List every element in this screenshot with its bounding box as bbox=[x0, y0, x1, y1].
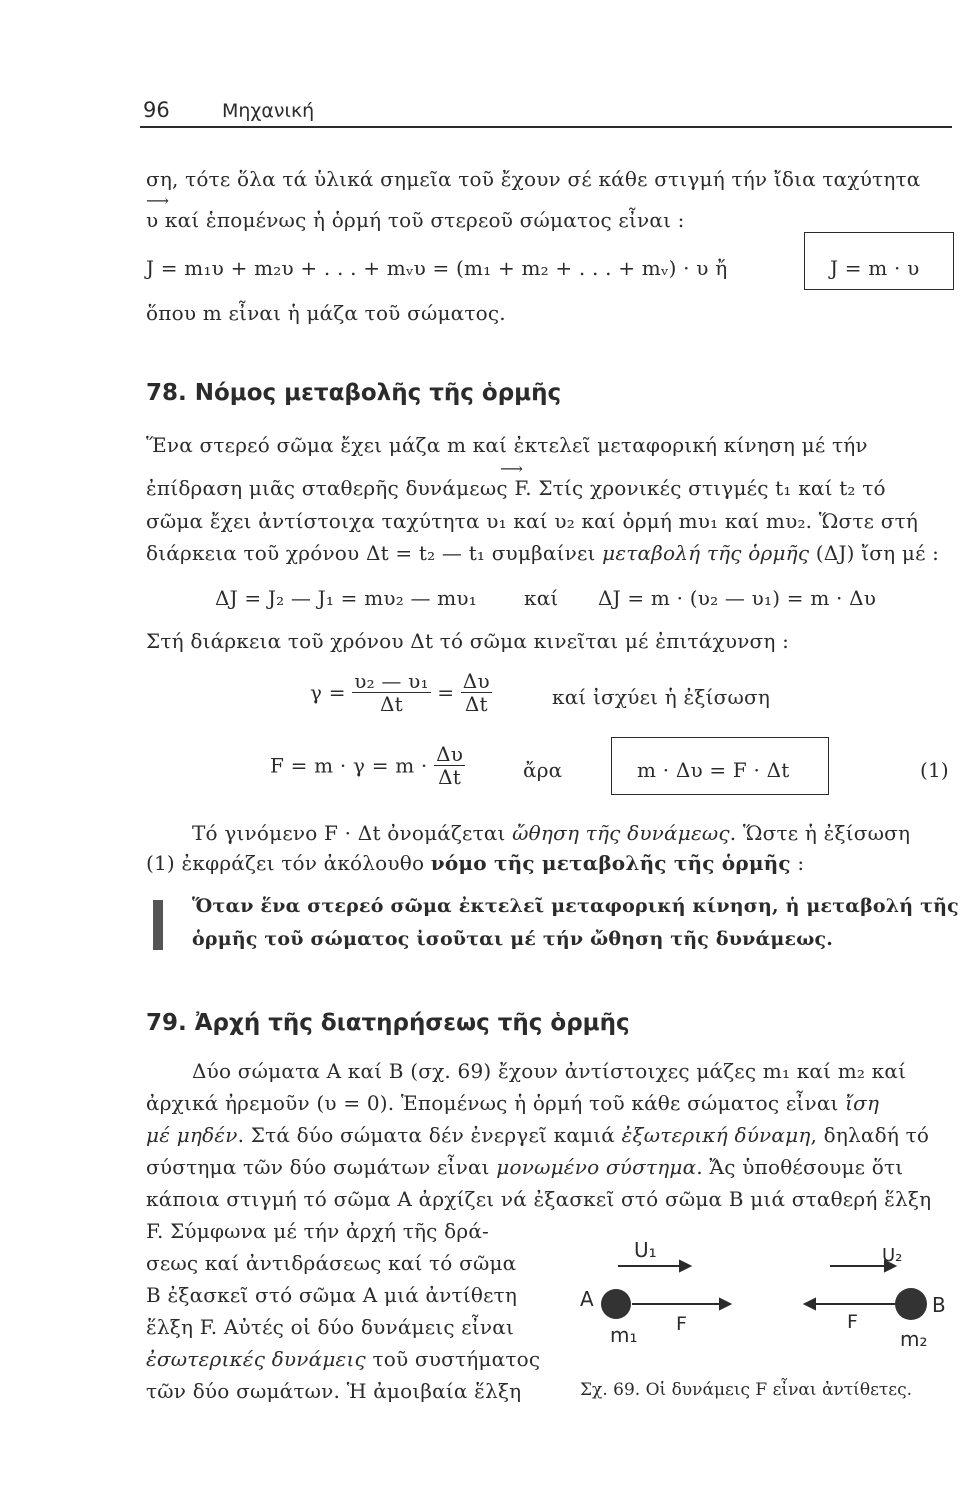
velocity-u1-arrowhead-icon bbox=[680, 1261, 690, 1271]
s78-line-4-italic: μεταβολή τῆς ὁρμῆς bbox=[602, 541, 810, 565]
s78-line-4-a: διάρκεια τοῦ χρόνου Δt = t₂ — t₁ συμβαίνει bbox=[146, 541, 603, 565]
s78-line-5: Στή διάρκεια τοῦ χρόνου Δt τό σῶμα κινεῖται μέ ἐπιτάχυνση : bbox=[146, 629, 790, 653]
intro-line-2-text: υ καί ἑπομένως ἡ ὁρμή τοῦ στερεοῦ σώματος εἶναι : bbox=[146, 208, 685, 232]
s78-line-4-b: (ΔJ) ἴση μέ : bbox=[809, 541, 940, 565]
s79-line-2 bbox=[146, 1090, 879, 1116]
label-m1: m₁ bbox=[610, 1323, 638, 1347]
running-title: Μηχανική bbox=[222, 100, 315, 122]
intro-line-4 bbox=[146, 300, 506, 326]
gamma-num-2: Δυ bbox=[462, 669, 490, 693]
body-b-circle bbox=[895, 1288, 927, 1320]
s78-line-6-a: Τό γινόμενο F · Δt ὀνομάζεται bbox=[192, 821, 513, 845]
s79-line-4 bbox=[146, 1154, 903, 1180]
s78-line-2: ἐπίδραση μιᾶς σταθερῆς δυνάμεως F. Στίς χρονικές στιγμές t₁ καί t₂ τό bbox=[146, 476, 886, 500]
eq-kai: καί bbox=[524, 586, 559, 610]
gamma-den-2: Δt bbox=[464, 692, 488, 716]
s79-line-3 bbox=[146, 1122, 929, 1148]
s79-line-3-italic-2: ἐξωτερική δύναμη bbox=[621, 1123, 811, 1147]
force-fraction bbox=[434, 743, 465, 788]
section-78-heading: 78. Νόμος μεταβολῆς τῆς ὁρμῆς bbox=[146, 380, 562, 406]
s79-line-3-a: . Στά δύο σώματα δέν ἐνεργεῖ καμιά bbox=[237, 1123, 622, 1147]
page-number: 96 bbox=[143, 98, 170, 122]
momentum-equation-text: J = m₁υ + m₂υ + . . . + mᵥυ = (m₁ + m₂ + . . . + mᵥ) · υ ἤ bbox=[146, 256, 728, 280]
s78-line-7-b: : bbox=[790, 851, 805, 875]
equation-number-1: (1) bbox=[920, 758, 949, 782]
s79-line-6: F. Σύμφωνα μέ τήν ἀρχή τῆς δρά- bbox=[146, 1219, 489, 1243]
s79-line-2-a: ἀρχικά ἠρεμοῦν (υ = 0). Ἑπομένως ἡ ὁρμή τοῦ κάθε σώματος εἶναι bbox=[146, 1091, 846, 1115]
s79-line-1: Δύο σώματα Α καί Β (σχ. 69) ἔχουν ἀντίστοιχες μάζες m₁ καί m₂ καί bbox=[192, 1059, 907, 1083]
s78-line-7-a: (1) ἐκφράζει τόν ἀκόλουθο bbox=[146, 851, 431, 875]
s78-line-4 bbox=[146, 540, 939, 566]
s79-line-10 bbox=[146, 1346, 540, 1372]
s79-line-4-italic: μονωμένο σύστημα bbox=[496, 1155, 697, 1179]
s79-line-10-b: τοῦ συστήματος bbox=[365, 1347, 541, 1371]
s78-line-6 bbox=[192, 820, 910, 846]
s78-line-7 bbox=[146, 850, 804, 876]
force-arrow-left-head-icon bbox=[805, 1299, 815, 1309]
gamma-den-1: Δt bbox=[380, 692, 403, 716]
gamma-text: καί ἰσχύει ἡ ἐξίσωση bbox=[552, 685, 771, 709]
body-a-circle bbox=[601, 1289, 631, 1319]
label-u2: U₂ bbox=[882, 1245, 903, 1266]
impulse-box-text: m · Δυ = F · Δt bbox=[637, 758, 790, 782]
intro-line-1 bbox=[146, 166, 920, 192]
gamma-fraction-2 bbox=[461, 670, 492, 715]
gamma-lhs: γ = bbox=[310, 680, 346, 705]
s79-line-3-italic-1: μέ μηδέν bbox=[146, 1123, 238, 1147]
label-u1: U₁ bbox=[634, 1238, 657, 1262]
label-f-left: F bbox=[676, 1313, 687, 1335]
intro-line-4-text: ὅπου m εἶναι ἡ μάζα τοῦ σώματος. bbox=[146, 301, 506, 325]
force-vector-arrow-icon: ⟶ bbox=[500, 459, 523, 478]
section-79-heading: 79. Ἀρχή τῆς διατηρήσεως τῆς ὁρμῆς bbox=[146, 1010, 630, 1036]
gamma-equation bbox=[310, 670, 492, 715]
force-den: Δt bbox=[438, 765, 462, 789]
s79-line-10-italic: ἐσωτερικές δυνάμεις bbox=[146, 1347, 366, 1371]
label-b: B bbox=[932, 1293, 946, 1317]
intro-line-1-text: ση, τότε ὅλα τά ὑλικά σημεῖα τοῦ ἔχουν σέ κάθε στιγμή τήν ἴδια ταχύτητα bbox=[146, 167, 921, 191]
label-m2: m₂ bbox=[900, 1327, 928, 1351]
vector-arrow-icon: ⟶ bbox=[146, 191, 169, 210]
force-ara: ἄρα bbox=[523, 758, 563, 782]
law-sidebar-mark bbox=[153, 900, 163, 950]
force-num: Δυ bbox=[436, 742, 464, 766]
figure-69 bbox=[570, 1230, 960, 1360]
gamma-fraction-1 bbox=[352, 670, 430, 715]
momentum-box-text: J = m · υ bbox=[830, 256, 920, 280]
s79-line-8: Β ἐξασκεῖ στό σῶμα Α μιά ἀντίθετη bbox=[146, 1283, 518, 1307]
law-line-1: Ὅταν ἕνα στερεό σῶμα ἐκτελεῖ μεταφορική κίνηση, ἡ μεταβολή τῆς bbox=[192, 895, 959, 917]
eq-delta-j-2: ΔJ = m · (υ₂ — υ₁) = m · Δυ bbox=[598, 586, 877, 610]
eq-delta-j-1: ΔJ = J₂ — J₁ = mυ₂ — mυ₁ bbox=[215, 586, 477, 610]
s79-line-11: τῶν δύο σωμάτων. Ἡ ἀμοιβαία ἕλξη bbox=[146, 1379, 522, 1403]
s79-line-9: ἕλξη F. Αὐτές οἱ δύο δυνάμεις εἶναι bbox=[146, 1315, 514, 1339]
label-f-right: F bbox=[847, 1311, 858, 1333]
s79-line-4-b: . Ἄς ὑποθέσουμε ὅτι bbox=[696, 1155, 904, 1179]
s78-line-3: σῶμα ἔχει ἀντίστοιχα ταχύτητα υ₁ καί υ₂ καί ὁρμή mυ₁ καί mυ₂. Ὥστε στή bbox=[146, 509, 919, 533]
gamma-num-1: υ₂ — υ₁ bbox=[354, 669, 429, 693]
law-line-2: ὁρμῆς τοῦ σώματος ἰσοῦται μέ τήν ὤθηση τῆς δυνάμεως. bbox=[192, 928, 834, 950]
intro-line-2 bbox=[146, 207, 685, 233]
header-rule bbox=[140, 126, 952, 128]
force-lhs: F = m · γ = m · bbox=[270, 753, 428, 778]
s79-line-4-a: σύστημα τῶν δύο σωμάτων εἶναι bbox=[146, 1155, 497, 1179]
s78-line-6-b: . Ὥστε ἡ ἐξίσωση bbox=[729, 821, 911, 845]
force-equation bbox=[270, 743, 465, 788]
s78-line-1: Ἕνα στερεό σῶμα ἔχει μάζα m καί ἐκτελεῖ μεταφορική κίνηση μέ τήν bbox=[146, 433, 868, 457]
s79-line-3-b: , δηλαδή τό bbox=[810, 1123, 930, 1147]
s79-line-5: κάποια στιγμή τό σῶμα Α ἀρχίζει νά ἐξασκεῖ στό σῶμα Β μιά σταθερή ἕλξη bbox=[146, 1187, 932, 1211]
s79-line-7: σεως καί ἀντιδράσεως καί τό σῶμα bbox=[146, 1251, 517, 1275]
label-a: A bbox=[580, 1287, 594, 1311]
force-arrow-right-head-icon bbox=[720, 1299, 730, 1309]
gamma-equals: = bbox=[437, 680, 455, 705]
s79-line-2-italic: ἴση bbox=[845, 1091, 880, 1115]
s78-line-7-bold: νόμο τῆς μεταβολῆς τῆς ὁρμῆς bbox=[430, 851, 791, 875]
s78-line-6-italic: ὤθηση τῆς δυνάμεως bbox=[512, 821, 730, 845]
figure-69-caption: Σχ. 69. Οἱ δυνάμεις F εἶναι ἀντίθετες. bbox=[580, 1380, 913, 1400]
momentum-equation bbox=[146, 255, 727, 281]
